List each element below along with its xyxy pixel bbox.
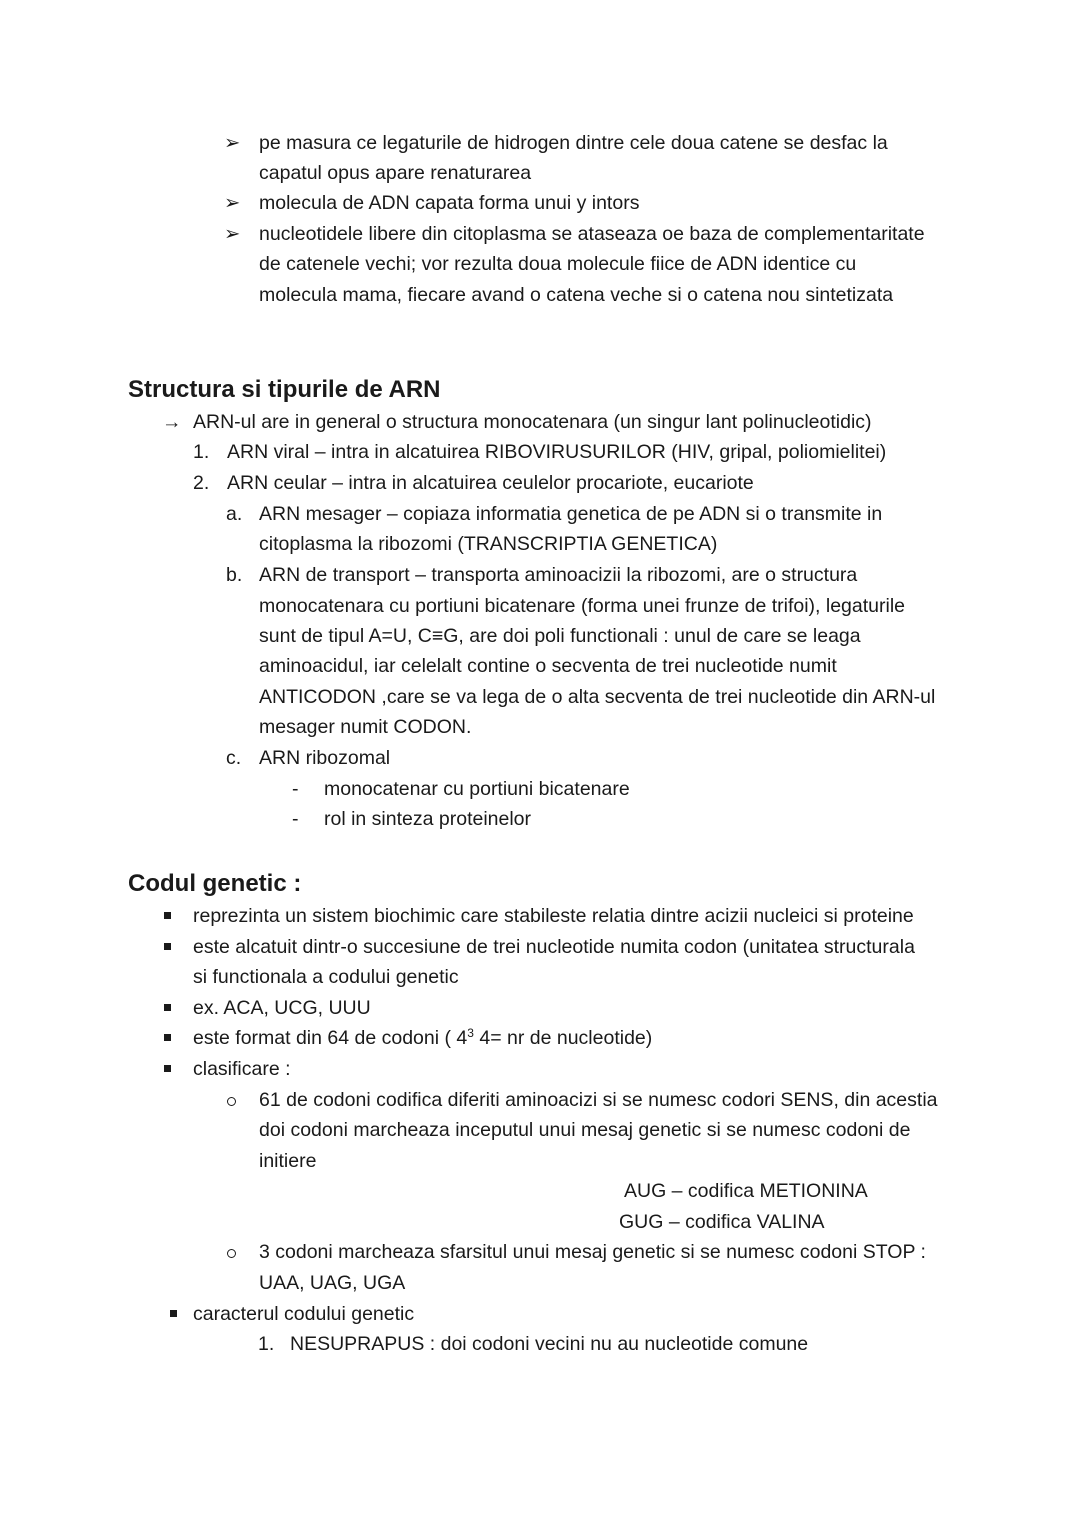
rna-item-2-marker: 2. bbox=[193, 472, 210, 494]
arrowhead-bullet-icon: ➢ bbox=[224, 223, 241, 245]
square-bullet-icon bbox=[170, 1310, 177, 1317]
rna-item-2-text: ARN ceular – intra in alcatuirea ceulelor procariote, eucariote bbox=[227, 472, 754, 494]
rna-sub-a-marker: a. bbox=[226, 503, 243, 525]
code-char-1-marker: 1. bbox=[258, 1333, 275, 1355]
rna-sub-b-line-3: sunt de tipul A=U, C≡G, are doi poli functionali : unul de care se leaga bbox=[259, 625, 861, 647]
square-bullet-icon bbox=[164, 1034, 171, 1041]
circle-bullet-icon bbox=[227, 1249, 236, 1258]
dash-marker: - bbox=[292, 778, 299, 800]
code-bullet-6: caracterul codului genetic bbox=[193, 1303, 415, 1325]
code-bullet-3: ex. ACA, UCG, UUU bbox=[193, 997, 371, 1019]
code-bullet-5: clasificare : bbox=[193, 1058, 291, 1080]
rna-intro: ARN-ul are in general o structura monocatenara (un singur lant polinucleotidic) bbox=[193, 411, 872, 433]
replication-bullet-1-line-2: capatul opus apare renaturarea bbox=[259, 162, 532, 184]
code-bullet-4-before: este format din 64 de codoni ( 4 bbox=[193, 1027, 468, 1049]
rna-sub-a-line-2: citoplasma la ribozomi (TRANSCRIPTIA GENETICA) bbox=[259, 533, 718, 555]
replication-bullet-3-line-3: molecula mama, fiecare avand o catena veche si o catena nou sintetizata bbox=[259, 284, 894, 306]
code-bullet-2-line-2: si functionala a codului genetic bbox=[193, 966, 459, 988]
rna-item-1-text: ARN viral – intra in alcatuirea RIBOVIRUSURILOR (HIV, gripal, poliomielitei) bbox=[227, 441, 887, 463]
sense-codons-line-2: doi codoni marcheaza inceputul unui mesaj genetic si se numesc codoni de bbox=[259, 1119, 911, 1141]
arrowhead-bullet-icon: ➢ bbox=[224, 192, 241, 214]
square-bullet-icon bbox=[164, 1004, 171, 1011]
sense-codons-line-1: 61 de codoni codifica diferiti aminoacizi si se numesc codori SENS, din acestia bbox=[259, 1089, 938, 1111]
circle-bullet-icon bbox=[227, 1097, 236, 1106]
code-char-1-text: NESUPRAPUS : doi codoni vecini nu au nucleotide comune bbox=[290, 1333, 809, 1355]
replication-bullet-3-line-2: de catenele vechi; vor rezulta doua molecule fiice de ADN identice cu bbox=[259, 253, 857, 275]
stop-codons-line-2: UAA, UAG, UGA bbox=[259, 1272, 406, 1294]
rna-sub-b-line-5: ANTICODON ,care se va lega de o alta secventa de trei nucleotide din ARN-ul bbox=[259, 686, 936, 708]
square-bullet-icon bbox=[164, 912, 171, 919]
replication-bullet-2-line-1: molecula de ADN capata forma unui y intors bbox=[259, 192, 640, 214]
dash-marker: - bbox=[292, 808, 299, 830]
rna-sub-b-line-6: mesager numit CODON. bbox=[259, 716, 472, 738]
rna-sub-a-line-1: ARN mesager – copiaza informatia genetica de pe ADN si o transmite in bbox=[259, 503, 883, 525]
rna-sub-c-text: ARN ribozomal bbox=[259, 747, 391, 769]
square-bullet-icon bbox=[164, 1065, 171, 1072]
code-bullet-4-exponent: 3 bbox=[467, 1026, 474, 1040]
stop-codons-line-1: 3 codoni marcheaza sfarsitul unui mesaj genetic si se numesc codoni STOP : bbox=[259, 1241, 926, 1263]
code-bullet-4-after: 4= nr de nucleotide) bbox=[473, 1027, 653, 1049]
right-arrow-icon: → bbox=[162, 411, 182, 433]
rna-sub-b-line-4: aminoacidul, iar celelalt contine o secventa de trei nucleotide numit bbox=[259, 655, 837, 677]
arrowhead-bullet-icon: ➢ bbox=[224, 132, 241, 154]
rna-sub-c-marker: c. bbox=[226, 747, 242, 769]
start-codon-gug: GUG – codifica VALINA bbox=[619, 1211, 825, 1233]
rna-sub-b-line-2: monocatenara cu portiuni bicatenare (forma unei frunze de trifoi), legaturile bbox=[259, 595, 906, 617]
sense-codons-line-3: initiere bbox=[259, 1150, 317, 1172]
code-bullet-2-line-1: este alcatuit dintr-o succesiune de trei nucleotide numita codon (unitatea structurala bbox=[193, 936, 915, 958]
replication-bullet-3-line-1: nucleotidele libere din citoplasma se ataseaza oe baza de complementaritate bbox=[259, 223, 925, 245]
start-codon-aug: AUG – codifica METIONINA bbox=[624, 1180, 868, 1202]
rna-sub-b-line-1: ARN de transport – transporta aminoacizii la ribozomi, are o structura bbox=[259, 564, 858, 586]
code-bullet-4 bbox=[193, 1023, 652, 1054]
square-bullet-icon bbox=[164, 943, 171, 950]
rna-sub-b-marker: b. bbox=[226, 564, 243, 586]
rna-sub-c-dash-2: rol in sinteza proteinelor bbox=[324, 808, 532, 830]
rna-section-heading: Structura si tipurile de ARN bbox=[128, 376, 441, 403]
replication-bullet-1-line-1: pe masura ce legaturile de hidrogen dintre cele doua catene se desfac la bbox=[259, 132, 888, 154]
rna-item-1-marker: 1. bbox=[193, 441, 210, 463]
code-section-heading: Codul genetic : bbox=[128, 870, 302, 897]
code-bullet-1: reprezinta un sistem biochimic care stabileste relatia dintre acizii nucleici si proteine bbox=[193, 905, 914, 927]
rna-sub-c-dash-1: monocatenar cu portiuni bicatenare bbox=[324, 778, 630, 800]
